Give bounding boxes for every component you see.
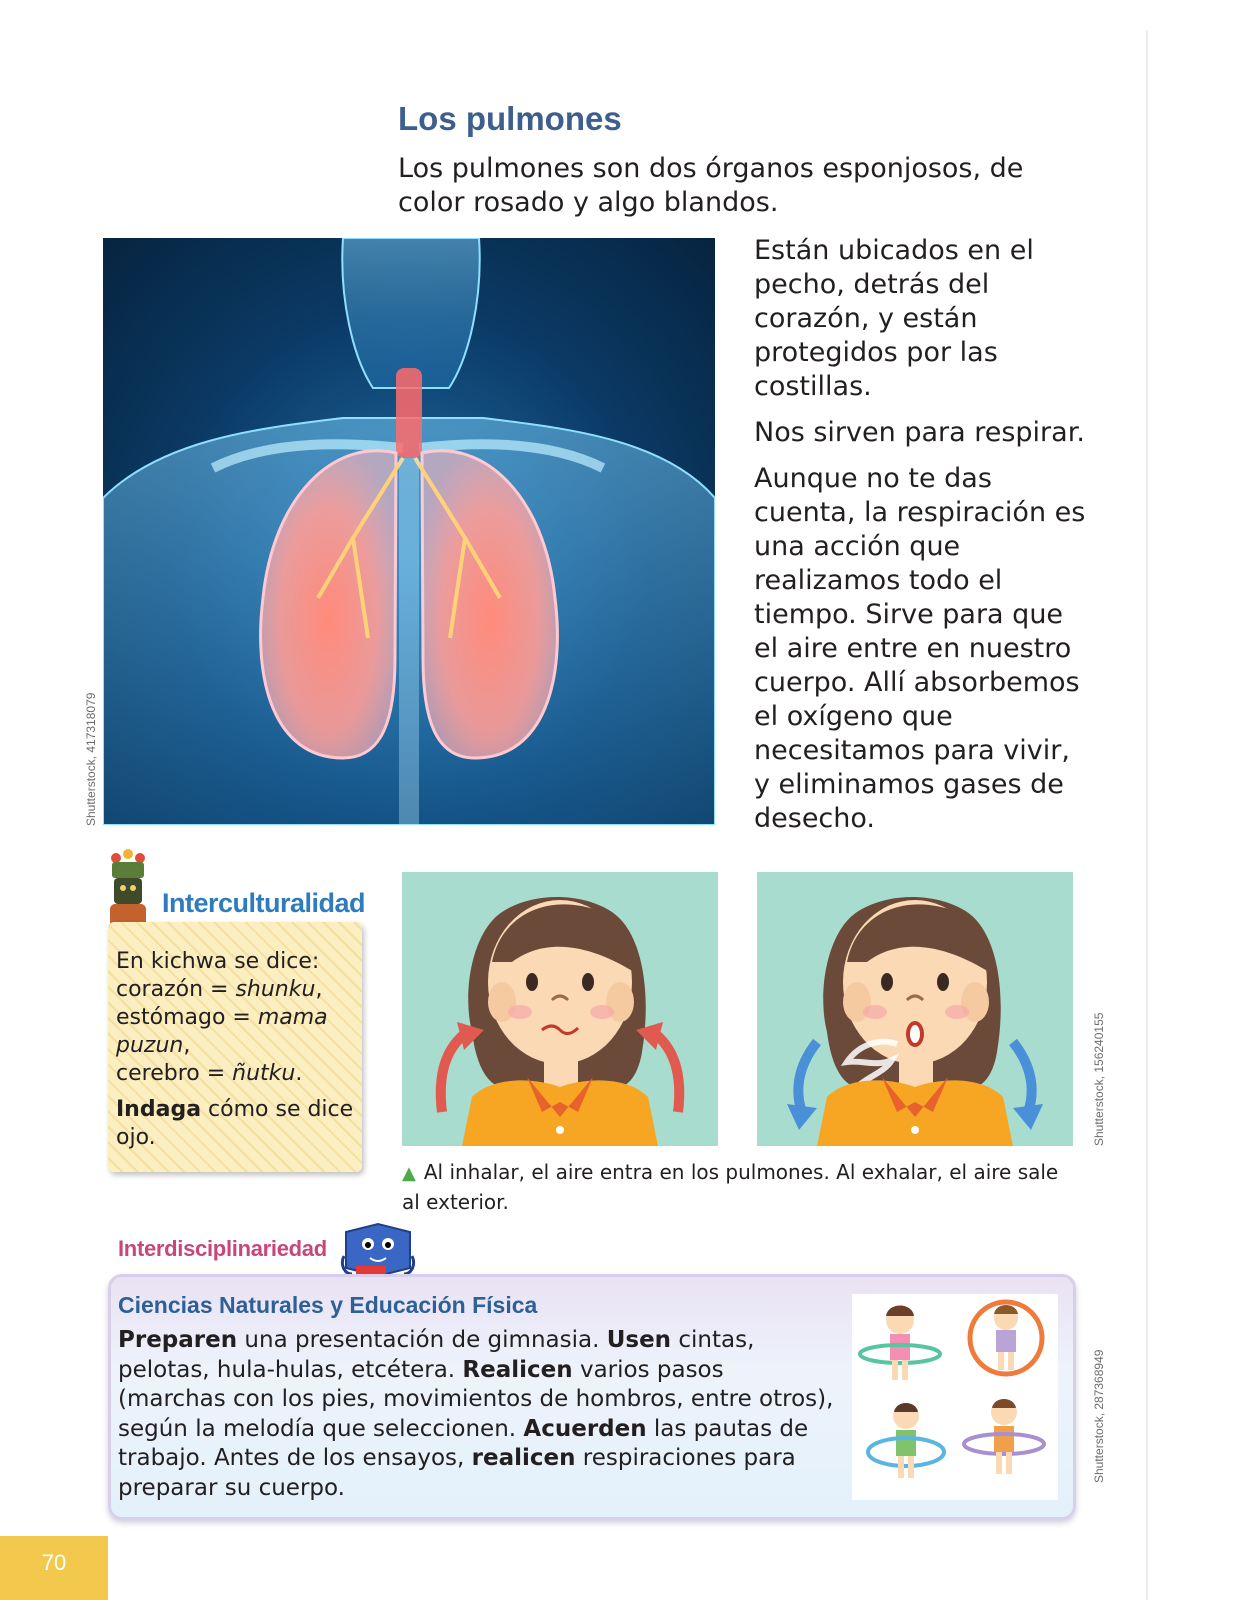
activity-text-segment: una presentación de gimnasia.	[237, 1327, 607, 1353]
section-title: Los pulmones	[398, 100, 622, 137]
kichwa-translation: mama puzun	[116, 1005, 328, 1058]
description-paragraph: Están ubicados en el pecho, detrás del corazón, y están protegidos por las costillas.	[754, 235, 1034, 402]
image-caption	[402, 1158, 1062, 1216]
activity-text-segment: las pautas de trabajo. Antes de los ensayos,	[118, 1415, 809, 1471]
lungs-xray-drawing	[103, 238, 715, 825]
kichwa-list	[116, 948, 356, 1088]
activity-verb: Usen	[606, 1327, 672, 1353]
lungs-description	[754, 234, 1094, 848]
kichwa-word: estómago =	[116, 1005, 258, 1030]
kichwa-task	[116, 1096, 356, 1152]
photo-credit: Shutterstock, 417318079	[84, 692, 98, 826]
activity-text-segment: cintas, pelotas, hula-hulas, etcétera.	[118, 1327, 755, 1383]
page-number: 70	[41, 1550, 67, 1575]
kichwa-separator: ,	[183, 1033, 191, 1058]
description-paragraph: Aunque no te das cuenta, la respiración es una acción que realizamos todo el tiempo. Sirve para que el aire entre en nuestro cuerpo. Allí absorbemos el oxígeno que necesitamos para vivir, y eliminamos gases de desecho.	[754, 463, 1086, 834]
kichwa-intro: En kichwa se dice:	[116, 949, 320, 974]
interdisciplinariedad-title: Interdisciplinariedad	[118, 1236, 327, 1261]
kichwa-separator: ,	[315, 977, 323, 1002]
activity-text-segment: varios pasos (marchas con los pies, movimientos de hombros, entre otros), según la melodía que seleccionen.	[118, 1356, 834, 1442]
green-triangle-icon: ▲	[402, 1163, 416, 1184]
activity-text-segment: respiraciones para preparar su cuerpo.	[118, 1445, 796, 1501]
kichwa-translation: shunku	[235, 977, 316, 1002]
page-edge	[1146, 30, 1148, 1600]
kichwa-word: corazón =	[116, 977, 236, 1002]
kids-hula-hoop-illustration	[852, 1294, 1058, 1500]
interculturalidad-title: Interculturalidad	[162, 888, 366, 918]
photo-credit: Shutterstock, 287368949	[1092, 1349, 1106, 1483]
task-verb: Indaga	[116, 1097, 202, 1122]
inhale-illustration	[402, 872, 718, 1146]
kichwa-separator: .	[295, 1061, 303, 1086]
activity-instructions	[118, 1326, 838, 1503]
description-paragraph: Nos sirven para respirar.	[754, 417, 1085, 448]
activity-subtitle: Ciencias Naturales y Educación Física	[118, 1292, 538, 1318]
kichwa-note	[108, 922, 362, 1172]
caption-text: Al inhalar, el aire entra en los pulmones. Al exhalar, el aire sale al exterior.	[402, 1160, 1059, 1214]
activity-verb: Realicen	[462, 1356, 573, 1383]
section-intro: Los pulmones son dos órganos esponjosos, de color rosado y algo blandos.	[398, 153, 1024, 218]
lungs-xray-illustration	[103, 238, 715, 825]
activity-verb: Acuerden	[523, 1415, 647, 1442]
kichwa-translation: ñutku	[232, 1061, 296, 1086]
activity-verb: realicen	[471, 1445, 576, 1471]
task-text: cómo se dice ojo.	[116, 1097, 354, 1150]
activity-verb: Preparen	[118, 1327, 238, 1353]
exhale-illustration	[757, 872, 1073, 1146]
photo-credit: Shutterstock, 156240155	[1092, 1012, 1106, 1146]
kichwa-word: cerebro =	[116, 1061, 233, 1086]
